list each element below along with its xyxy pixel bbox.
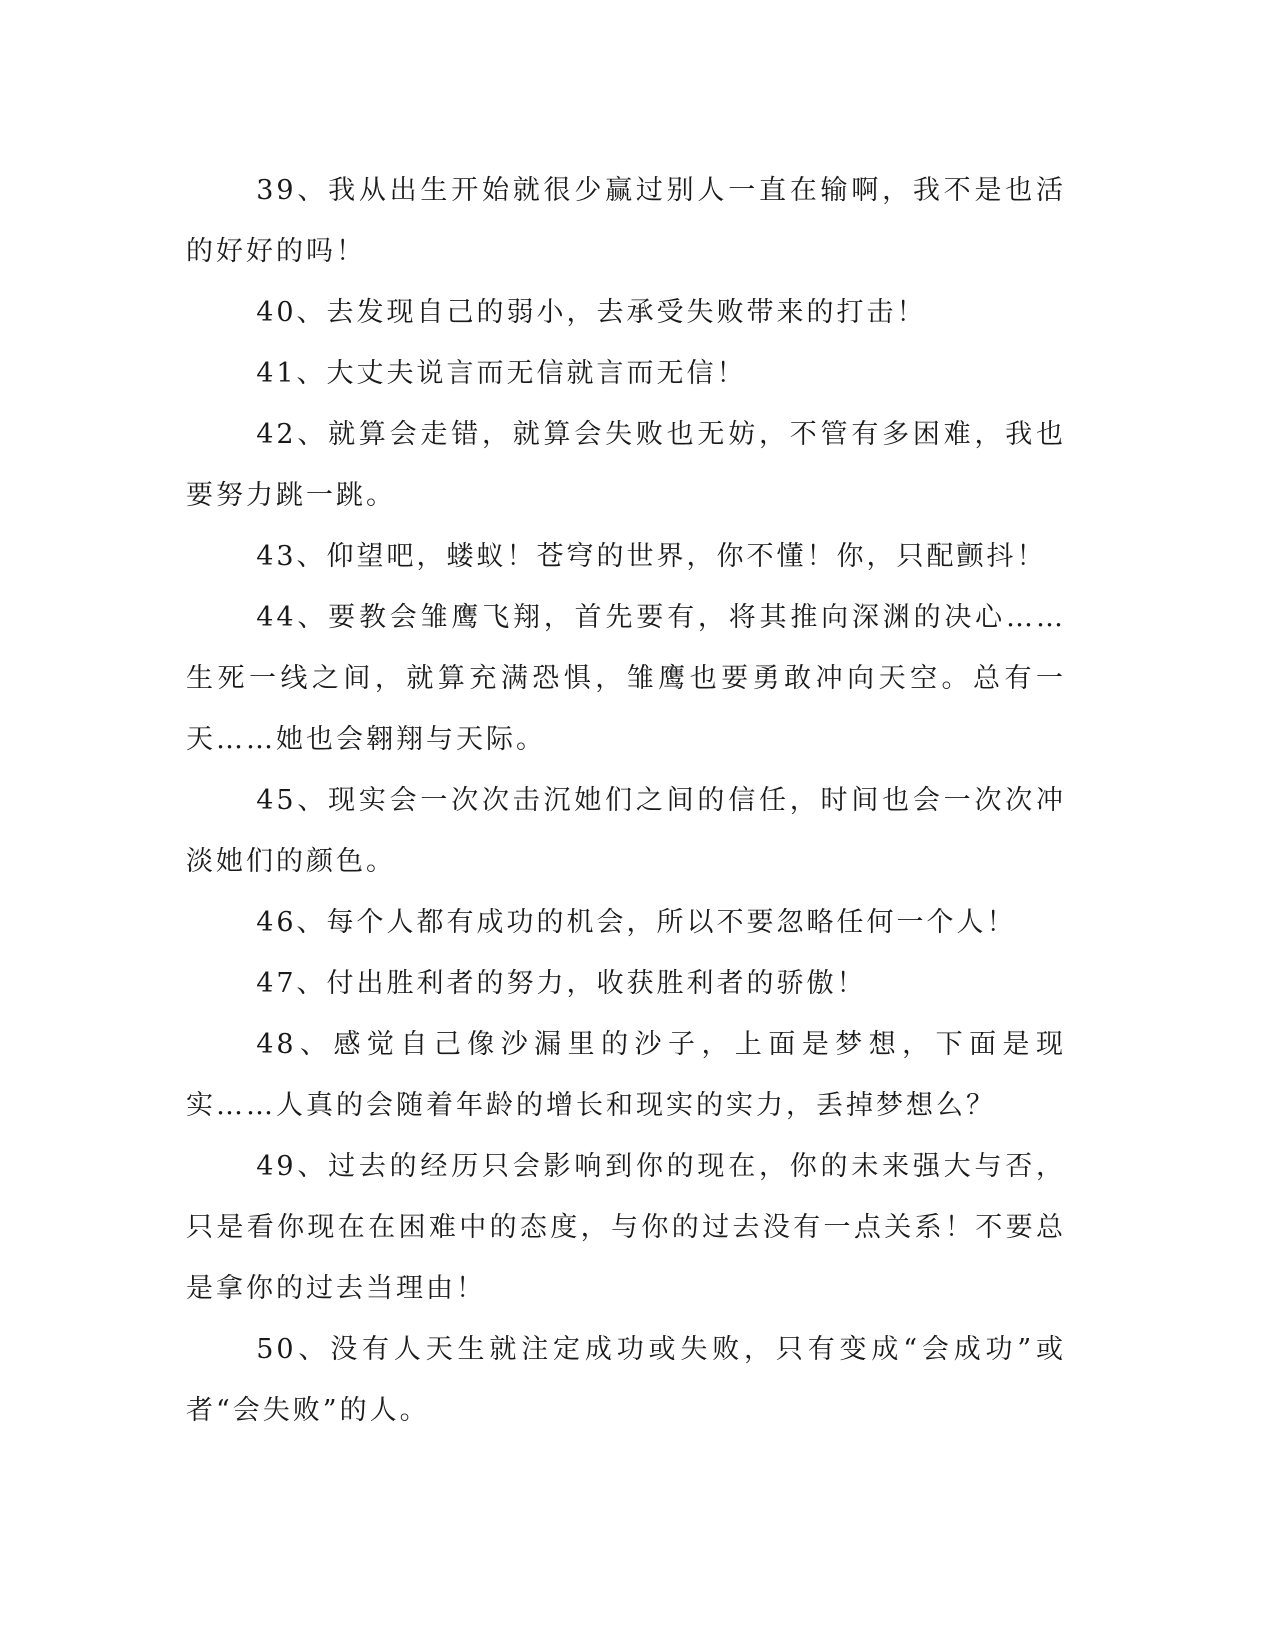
paragraph-43: 43、仰望吧，蝼蚁！苍穹的世界，你不懂！你，只配颤抖！	[256, 541, 1047, 572]
paragraph-42: 42、就算会走错，就算会失败也无妨，不管有多困难，我也要努力跳一跳。	[186, 419, 1066, 511]
paragraph-41: 41、大丈夫说言而无信就言而无信！	[256, 358, 747, 389]
paragraph-48: 48、感觉自己像沙漏里的沙子，上面是梦想，下面是现实……人真的会随着年龄的增长和现实的实力，丢掉梦想么？	[186, 1029, 1066, 1121]
paragraph-49: 49、过去的经历只会影响到你的现在，你的未来强大与否，只是看你现在在困难中的态度，与你的过去没有一点关系！不要总是拿你的过去当理由！	[186, 1151, 1066, 1304]
document-body	[186, 160, 1066, 1441]
paragraph-45: 45、现实会一次次击沉她们之间的信任，时间也会一次次冲淡她们的颜色。	[186, 785, 1066, 877]
paragraph-39: 39、我从出生开始就很少赢过别人一直在输啊，我不是也活的好好的吗！	[186, 175, 1066, 267]
paragraph-40: 40、去发现自己的弱小，去承受失败带来的打击！	[256, 297, 927, 328]
paragraph-44: 44、要教会雏鹰飞翔，首先要有，将其推向深渊的决心……生死一线之间，就算充满恐惧，雏鹰也要勇敢冲向天空。总有一天……她也会翱翔与天际。	[186, 602, 1066, 755]
paragraph-50: 50、没有人天生就注定成功或失败，只有变成“会成功”或者“会失败”的人。	[186, 1334, 1066, 1426]
paragraph-47: 47、付出胜利者的努力，收获胜利者的骄傲！	[256, 968, 867, 999]
paragraph-46: 46、每个人都有成功的机会，所以不要忽略任何一个人！	[256, 907, 1017, 938]
